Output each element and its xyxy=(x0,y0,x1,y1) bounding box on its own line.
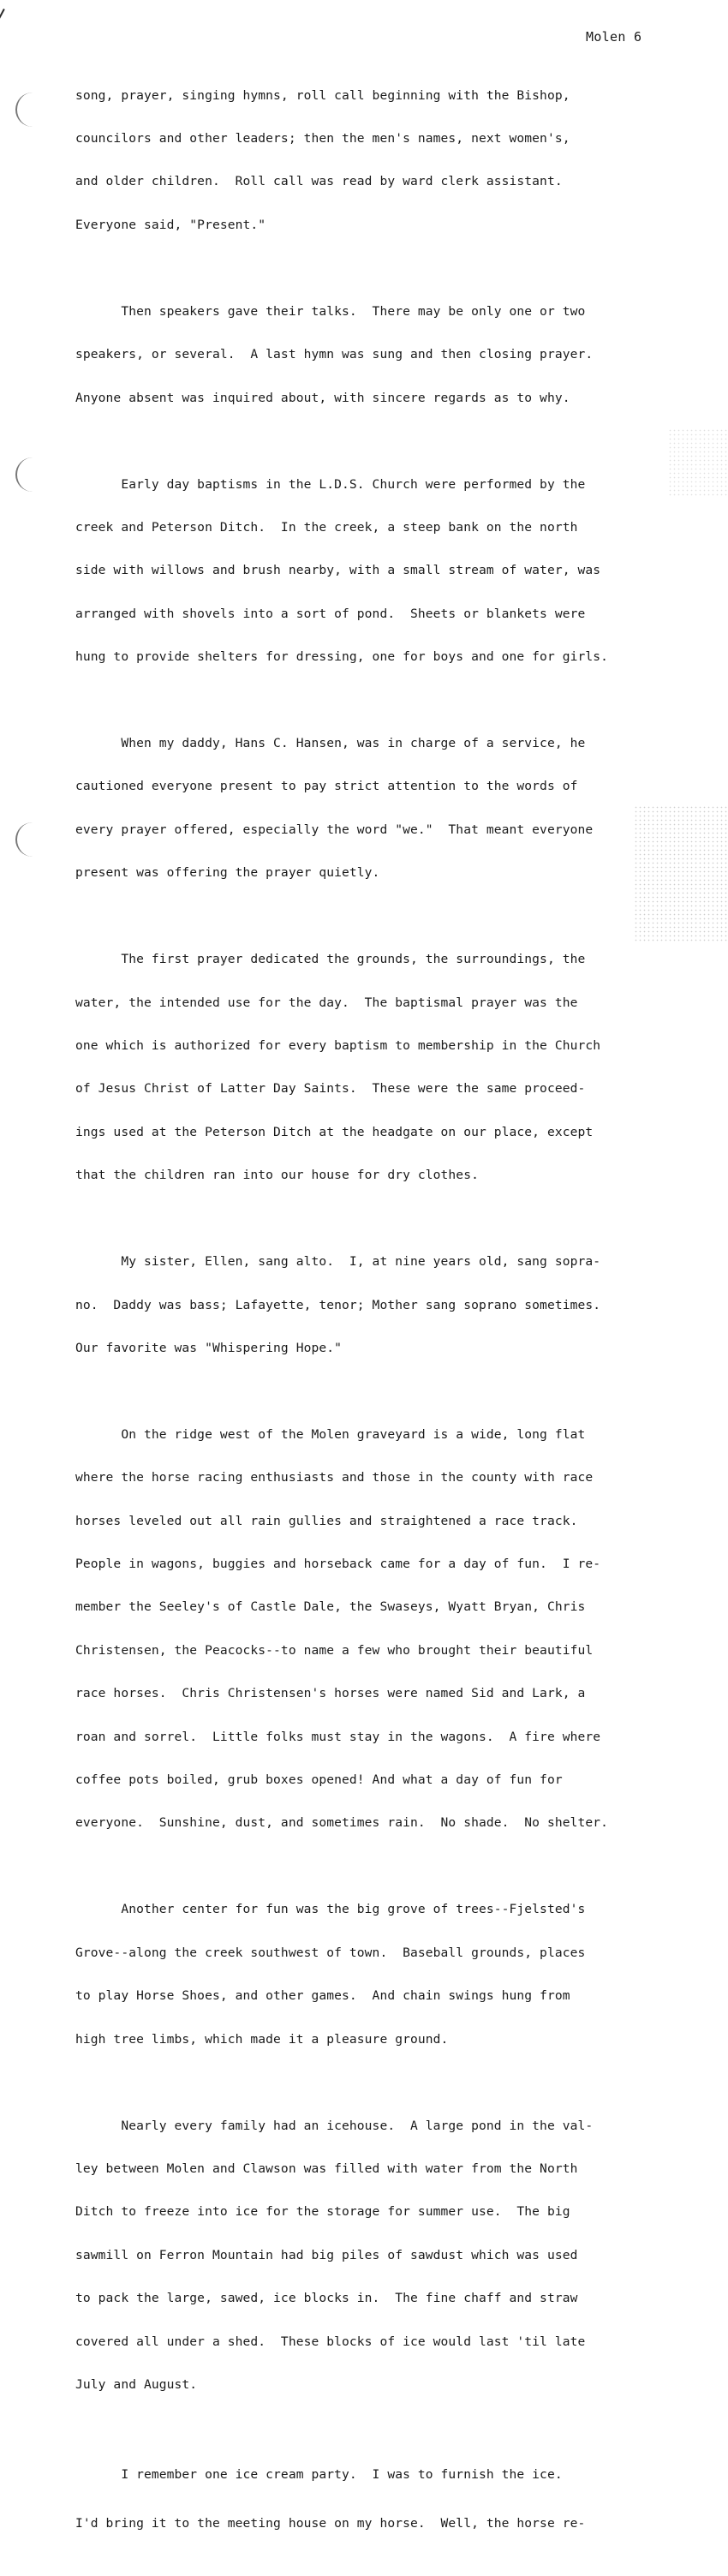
paragraph-icehouse xyxy=(75,2090,675,2421)
text-line: arranged with shovels into a sort of pond. Sheets or blankets were xyxy=(75,606,586,621)
text-line: everyone. Sunshine, dust, and sometimes rain. No shade. No shelter. xyxy=(75,1815,609,1831)
text-line: Nearly every family had an icehouse. A large pond in the val- xyxy=(75,2118,594,2133)
punch-hole-mark-middle xyxy=(15,457,36,492)
text-line: When my daddy, Hans C. Hansen, was in charge of a service, he xyxy=(75,736,586,751)
text-line: high tree limbs, which made it a pleasure ground. xyxy=(75,2031,449,2047)
text-line: present was offering the prayer quietly. xyxy=(75,865,380,881)
paragraph-horse-racing xyxy=(75,1399,675,1860)
text-line: every prayer offered, especially the word "we." That meant everyone xyxy=(75,822,594,837)
text-line: horses leveled out all rain gullies and straightened a race track. xyxy=(75,1513,578,1528)
text-line: Everyone said, "Present." xyxy=(75,217,266,232)
text-line: to play Horse Shoes, and other games. And chain swings hung from xyxy=(75,1988,570,2004)
text-line: no. Daddy was bass; Lafayette, tenor; Mother sang soprano sometimes. xyxy=(75,1297,601,1312)
text-line: covered all under a shed. These blocks of ice would last 'til late xyxy=(75,2334,586,2349)
text-line: one which is authorized for every baptism to membership in the Church xyxy=(75,1038,601,1053)
text-line: ley between Molen and Clawson was filled with water from the North xyxy=(75,2161,578,2176)
text-line: July and August. xyxy=(75,2376,198,2392)
scan-noise-middle xyxy=(668,428,728,497)
text-line: Christensen, the Peacocks--to name a few who brought their beautiful xyxy=(75,1642,594,1658)
text-line: On the ridge west of the Molen graveyard is a wide, long flat xyxy=(75,1426,586,1442)
text-line: that the children ran into our house for dry clothes. xyxy=(75,1168,479,1183)
text-line: hung to provide shelters for dressing, one for boys and one for girls. xyxy=(75,649,609,665)
paragraph-ice-cream-party xyxy=(75,2436,675,2561)
text-line: song, prayer, singing hymns, roll call beginning with the Bishop, xyxy=(75,87,570,103)
text-line: Another center for fun was the big grove of trees--Fjelsted's xyxy=(75,1902,586,1917)
text-line: member the Seeley's of Castle Dale, the Swaseys, Wyatt Bryan, Chris xyxy=(75,1599,586,1615)
text-line: cautioned everyone present to pay strict attention to the words of xyxy=(75,779,578,794)
text-line: My sister, Ellen, sang alto. I, at nine years old, sang sopra- xyxy=(75,1254,601,1270)
text-line: race horses. Chris Christensen's horses were named Sid and Lark, a xyxy=(75,1686,586,1701)
text-line: councilors and other leaders; then the men's names, next women's, xyxy=(75,130,570,146)
text-line: ings used at the Peterson Ditch at the headgate on our place, except xyxy=(75,1124,594,1139)
paragraph-daddy-service xyxy=(75,708,675,909)
text-line: coffee pots boiled, grub boxes opened! And what a day of fun for xyxy=(75,1772,563,1788)
body-text xyxy=(75,60,675,2576)
text-line: water, the intended use for the day. The baptismal prayer was the xyxy=(75,995,578,1010)
text-line: Ditch to freeze into ice for the storage for summer use. The big xyxy=(75,2204,570,2220)
text-line: I remember one ice cream party. I was to furnish the ice. xyxy=(75,2466,563,2482)
pen-stroke-mark xyxy=(0,9,5,51)
text-line: Grove--along the creek southwest of town. Baseball grounds, places xyxy=(75,1945,586,1960)
paragraph-baptisms xyxy=(75,449,675,694)
text-line: I'd bring it to the meeting house on my horse. Well, the horse re- xyxy=(75,2515,586,2531)
text-line: Our favorite was "Whispering Hope." xyxy=(75,1340,343,1355)
paragraph-singing xyxy=(75,1227,675,1385)
paragraph-roll-call xyxy=(75,60,675,261)
text-line: Then speakers gave their talks. There may be only one or two xyxy=(75,303,586,319)
punch-hole-mark-top xyxy=(15,93,36,127)
text-line: of Jesus Christ of Latter Day Saints. These were the same proceed- xyxy=(75,1081,586,1097)
punch-hole-mark-bottom xyxy=(15,822,36,857)
text-line: and older children. Roll call was read by ward clerk assistant. xyxy=(75,174,563,189)
text-line: to pack the large, sawed, ice blocks in. The fine chaff and straw xyxy=(75,2291,578,2306)
text-line: creek and Peterson Ditch. In the creek, a steep bank on the north xyxy=(75,519,578,535)
paragraph-grove xyxy=(75,1874,675,2076)
text-line: speakers, or several. A last hymn was sung and then closing prayer. xyxy=(75,347,594,362)
text-line: The first prayer dedicated the grounds, the surroundings, the xyxy=(75,952,586,967)
text-line: Early day baptisms in the L.D.S. Church were performed by the xyxy=(75,476,586,492)
page-header: Molen 6 xyxy=(586,29,642,45)
text-line: People in wagons, buggies and horseback came for a day of fun. I re- xyxy=(75,1557,601,1572)
paragraph-first-prayer xyxy=(75,924,675,1212)
paragraph-speakers xyxy=(75,276,675,434)
text-line: Anyone absent was inquired about, with sincere regards as to why. xyxy=(75,390,570,405)
text-line: where the horse racing enthusiasts and those in the county with race xyxy=(75,1470,594,1485)
text-line: sawmill on Ferron Mountain had big piles of sawdust which was used xyxy=(75,2247,578,2262)
text-line: side with willows and brush nearby, with a small stream of water, was xyxy=(75,563,601,578)
text-line: roan and sorrel. Little folks must stay in the wagons. A fire where xyxy=(75,1729,601,1744)
